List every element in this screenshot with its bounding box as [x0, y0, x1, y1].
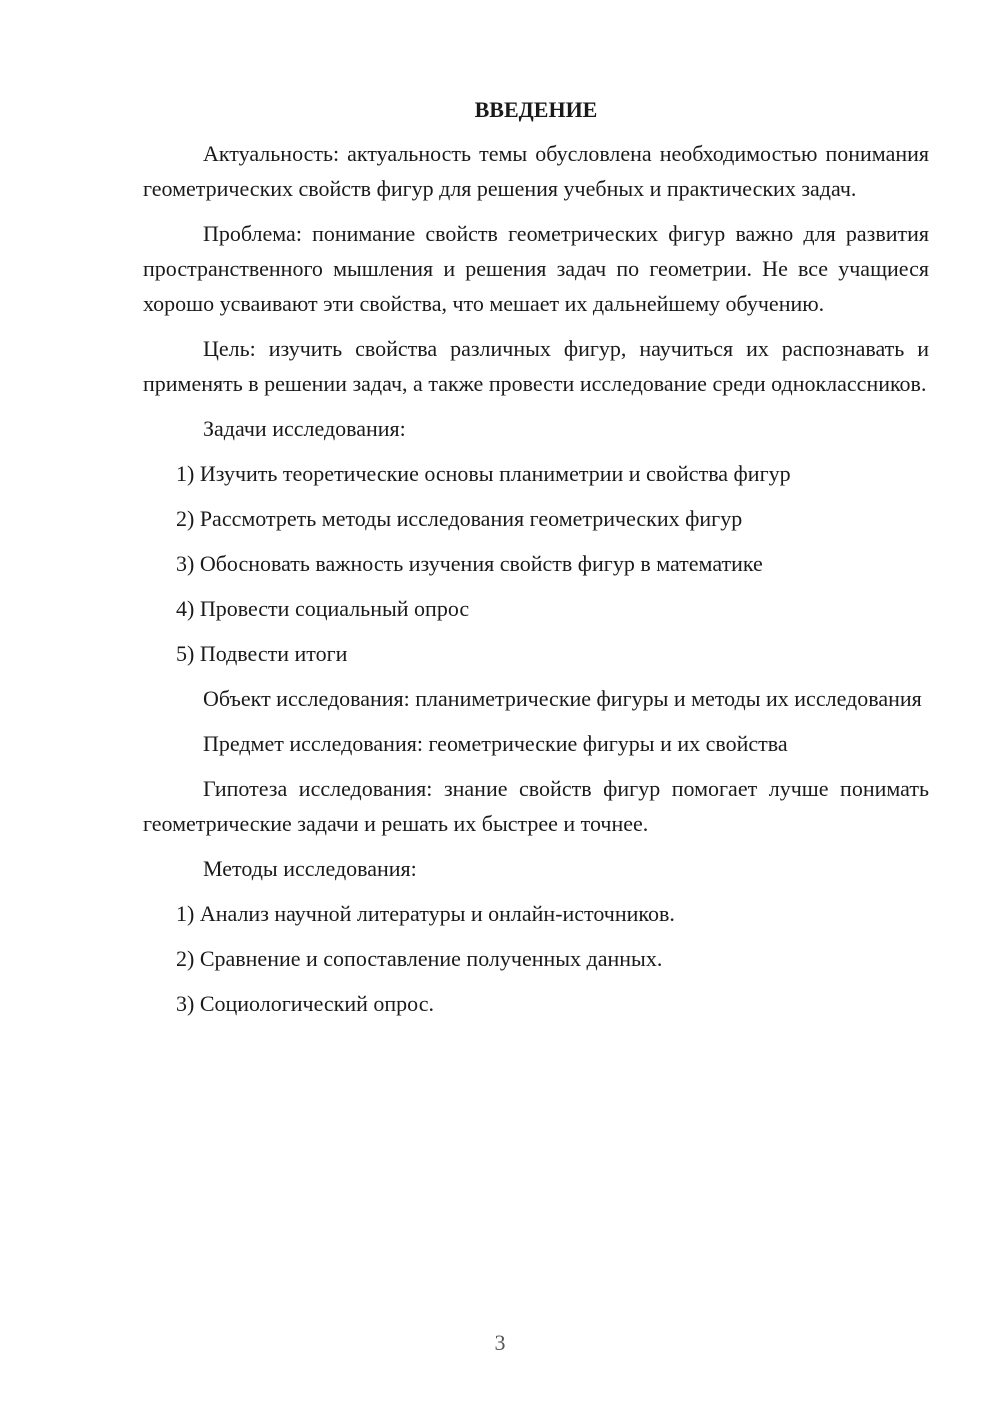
- tasks-heading: Задачи исследования:: [203, 416, 406, 441]
- hypothesis-paragraph: Гипотеза исследования: знание свойств фигур помогает лучше понимать геометрические задачи и решать их быстрее и точнее.: [143, 776, 929, 836]
- list-item: 1) Анализ научной литературы и онлайн-источников.: [176, 901, 675, 926]
- methods-heading: Методы исследования:: [203, 856, 417, 881]
- list-item: 3) Социологический опрос.: [176, 991, 434, 1016]
- page-number: 3: [494, 1330, 506, 1355]
- list-item: 2) Сравнение и сопоставление полученных данных.: [176, 946, 663, 971]
- document-page: [143, 92, 929, 1031]
- list-item: 1) Изучить теоретические основы планиметрии и свойства фигур: [176, 461, 791, 486]
- list-item: 4) Провести социальный опрос: [176, 596, 470, 621]
- list-item: 3) Обосновать важность изучения свойств фигур в математике: [176, 551, 763, 576]
- problem-paragraph: Проблема: понимание свойств геометрических фигур важно для развития пространственного мышления и решения задач по геометрии. Не все учащиеся хорошо усваивают эти свойства, что мешает их дальнейшему обучению.: [143, 221, 929, 316]
- subject-paragraph: Предмет исследования: геометрические фигуры и их свойства: [203, 731, 788, 756]
- relevance-paragraph: Актуальность: актуальность темы обусловлена необходимостью понимания геометрических свойств фигур для решения учебных и практических задач.: [143, 141, 929, 201]
- list-item: 5) Подвести итоги: [176, 641, 348, 666]
- list-item: 2) Рассмотреть методы исследования геометрических фигур: [176, 506, 743, 531]
- page-title: ВВЕДЕНИЕ: [474, 97, 598, 122]
- goal-paragraph: Цель: изучить свойства различных фигур, научиться их распознавать и применять в решении задач, а также провести исследование среди одноклассников.: [143, 336, 929, 396]
- object-paragraph: Объект исследования: планиметрические фигуры и методы их исследования: [203, 686, 922, 711]
- methods-list: [143, 896, 929, 1021]
- tasks-list: [143, 456, 929, 671]
